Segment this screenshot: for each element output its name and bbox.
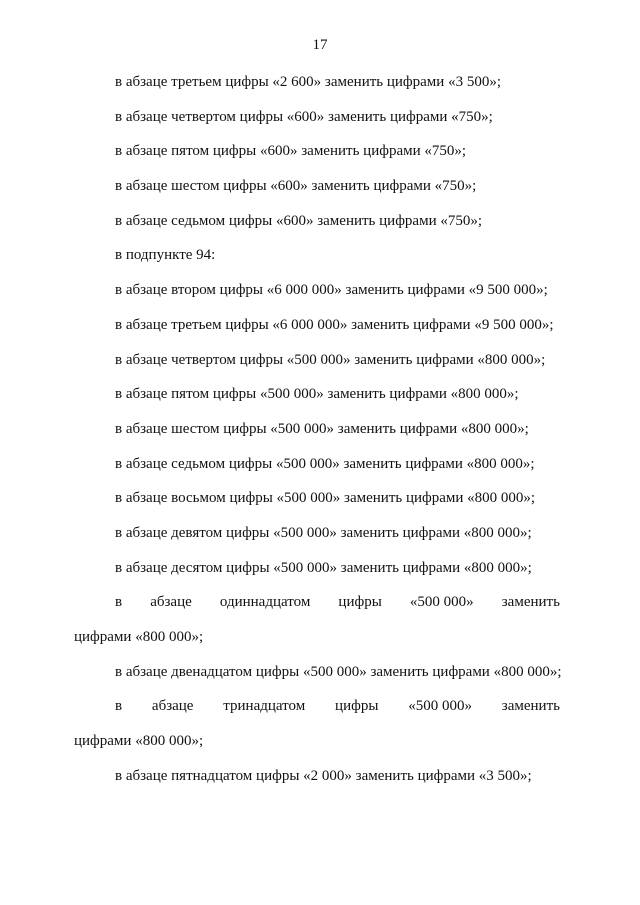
word: в [115, 698, 123, 715]
amendment-list [74, 73, 560, 801]
amendment-line: в абзаце шестом цифры «500 000» заменить цифрами «800 000»; [115, 420, 529, 437]
amendment-line-continuation: цифрами «800 000»; [74, 733, 204, 750]
amendment-line: в абзаце пятом цифры «500 000» заменить цифрами «800 000»; [115, 386, 519, 403]
amendment-line: в абзаце десятом цифры «500 000» заменить цифрами «800 000»; [115, 559, 532, 576]
amendment-line: в абзаце четвертом цифры «600» заменить цифрами «750»; [115, 108, 493, 125]
amendment-line: в абзаце третьем цифры «6 000 000» заменить цифрами «9 500 000»; [115, 316, 554, 333]
amendment-line: в абзаце седьмом цифры «500 000» заменить цифрами «800 000»; [115, 455, 535, 472]
amendment-line-justified [74, 593, 560, 628]
amendment-line-continuation: цифрами «800 000»; [74, 629, 204, 645]
amendment-line: в абзаце четвертом цифры «500 000» заменить цифрами «800 000»; [115, 351, 546, 368]
word: в [115, 594, 123, 611]
subitem-heading: в подпункте 94: [115, 247, 216, 264]
word: «500 000» [408, 698, 472, 715]
word: цифры [335, 698, 379, 715]
amendment-line: в абзаце шестом цифры «600» заменить цифрами «750»; [115, 178, 477, 195]
word: абзаце [150, 594, 192, 611]
amendment-line: в абзаце двенадцатом цифры «500 000» заменить цифрами «800 000»; [115, 663, 562, 680]
word: одиннадцатом [219, 594, 311, 611]
amendment-line: в абзаце третьем цифры «2 600» заменить цифрами «3 500»; [115, 74, 501, 90]
amendment-line: в абзаце пятнадцатом цифры «2 000» заменить цифрами «3 500»; [115, 767, 532, 784]
word: заменить [501, 698, 560, 715]
amendment-line: в абзаце седьмом цифры «600» заменить цифрами «750»; [115, 212, 483, 229]
page-number: 17 [312, 37, 328, 53]
amendment-line: в абзаце втором цифры «6 000 000» заменить цифрами «9 500 000»; [115, 282, 548, 299]
amendment-line: в абзаце девятом цифры «500 000» заменить цифрами «800 000»; [115, 524, 532, 541]
word: тринадцатом [223, 698, 306, 715]
word: цифры [338, 594, 382, 611]
amendment-line: в абзаце пятом цифры «600» заменить цифрами «750»; [115, 143, 467, 160]
word: «500 000» [409, 594, 474, 611]
word: абзаце [151, 698, 194, 715]
amendment-line-justified [74, 697, 560, 732]
amendment-line: в абзаце восьмом цифры «500 000» заменить цифрами «800 000»; [115, 490, 536, 507]
word: заменить [501, 594, 560, 611]
